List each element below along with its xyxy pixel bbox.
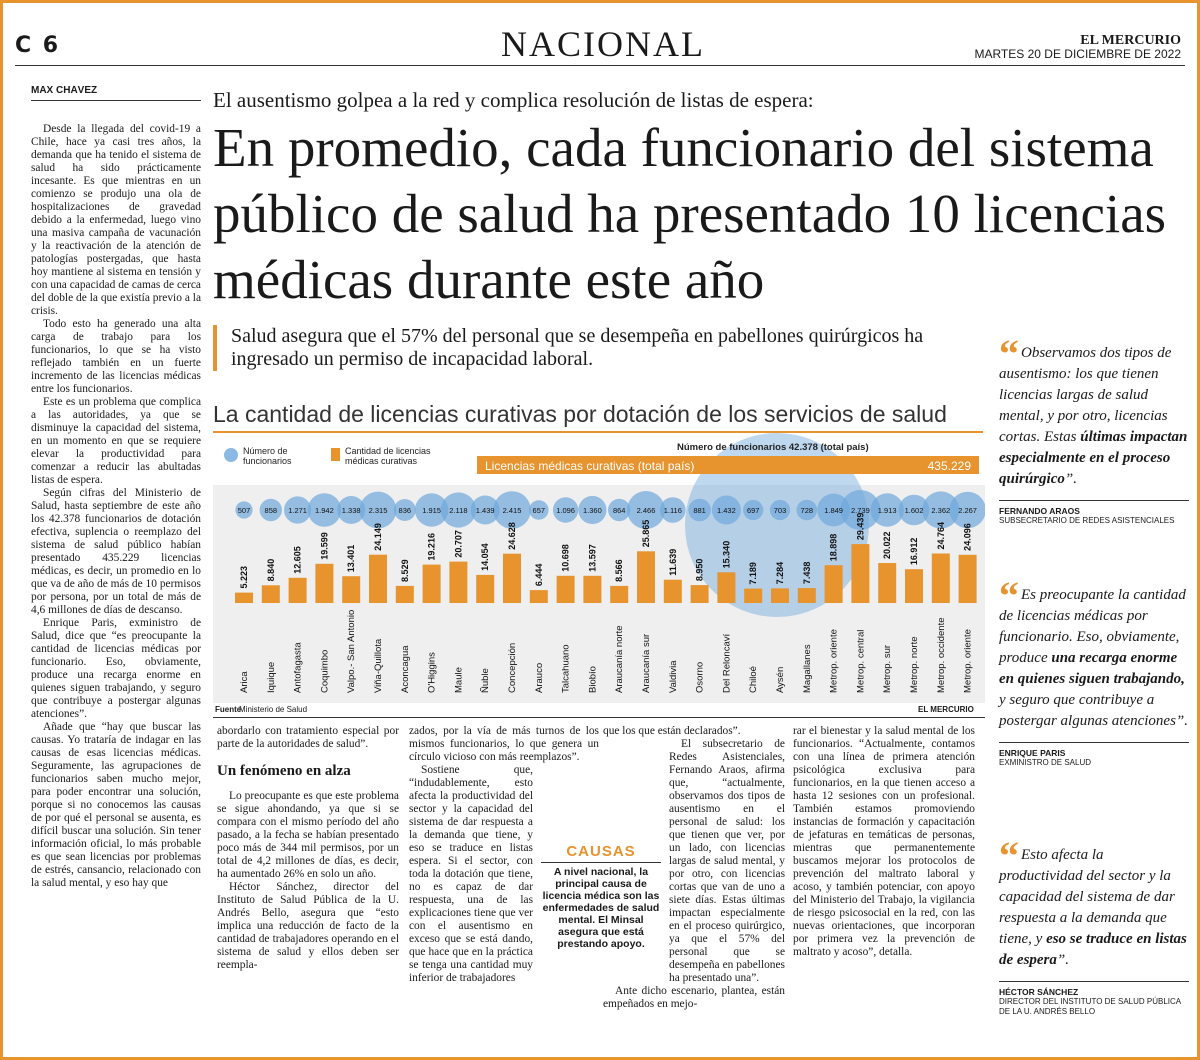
licencias-chart [213,433,985,703]
category-label: Metrop. sur [882,644,894,693]
licencias-bar [583,576,601,603]
category-label: Metrop. oriente [962,629,974,693]
licencias-bar [610,586,628,603]
chart-title: La cantidad de licencias curativas por dotación de los servicios de salud [213,401,983,433]
causas-text: A nivel nacional, la principal causa de licencia médica son las enfermedades de salud mental. El Minsal asegura que está prestando apoyo. [542,866,660,950]
funcionarios-value-label: 1.913 [877,506,897,515]
quote-author: HÉCTOR SÁNCHEZ [999,981,1189,997]
quote-author: FERNANDO ARAOS [999,500,1189,516]
licencias-bar [262,585,280,603]
funcionarios-value-label: 657 [532,506,546,515]
licencias-value-label: 16.912 [909,537,919,566]
licencias-bar [289,578,307,603]
pull-quote-araos [999,331,1189,526]
licencias-bar [851,544,869,603]
funcionarios-value-label: 1.915 [422,506,441,515]
funcionarios-value-label: 728 [800,506,814,515]
licencias-value-label: 24.096 [962,523,973,551]
licencias-bar [557,576,575,603]
licencias-bar [476,575,494,603]
category-label: Chiloé [748,666,760,693]
category-label: Osorno [694,661,706,693]
left-column [31,85,201,1057]
licencias-bar [235,593,253,603]
funcionarios-value-label: 1.360 [583,506,602,515]
licencias-value-label: 5.223 [239,566,249,589]
licencias-bar [959,555,977,603]
category-label: Antofagasta [292,642,304,693]
funcionarios-value-label: 1.439 [475,506,495,515]
funcionarios-value-label: 697 [746,506,760,515]
licencias-value-label: 8.950 [694,558,705,582]
paragraph: rar el bienestar y la salud mental de los funcionarios. “Actualmente, contamos con una línea de primera atención psicológica exclusiva para funcionarios, en la que tienen acceso a hasta 12 sesiones con un profesional. También estamos promoviendo instancias de formación y capacitación de jefaturas en temáticas de personas, mientras que permanentemente buscamos mejorar los protocolos de prevención del maltrato laboral y acoso, y también potenciar, con apoyo del Ministerio del Trabajo, la vigilancia de riesgo psicosocial en la red, con las nuevas orientaciones, que incorporan por primera vez la prevención de maltrato y acoso”, detalla. [793,725,975,958]
newspaper-name: EL MERCURIO [1080,33,1181,48]
licencias-bar [315,564,333,603]
section-title: NACIONAL [501,24,705,64]
paragraph: Enrique Paris, exministro de Salud, dice que “es preocupante la cantidad de licencias médicas por funcionario. Eso, obviamente, produce una recarga enorme en quienes siguen trabajando, y seguro que contribuye a postergar algunas atenciones”. [31,617,201,720]
pull-quote-paris [999,573,1189,768]
header-rule [15,65,1185,66]
quote-text: “ Observamos dos tipos de ausentismo: los que tienen licencias largas de salud mental, y por otro, licencias cortas. Estas últimas impactan especialmente en el proceso quirúrgico”. [999,331,1188,487]
licencias-value-label: 12.605 [292,546,303,574]
quote-mark-icon: “ [999,331,1015,376]
licencias-value-label: 29.439 [855,512,866,541]
category-label: Metrop. occidente [935,617,947,693]
paragraph: Añade que “hay que buscar las causas. Yo trataría de indagar en las causas de esas licencias médicas. Seguramente, las agrupaciones de funcionarios saben mucho mejor, para poder encontrar una solución, porque si no conocemos las causas de por qué el personal se ausenta, es difícil buscar una solución. Sin tener información oficial, lo más probable es que sean licencias por problemas de estrés, cansancio, relacionado con la salud mental, y eso hay que [31,721,201,889]
category-label: Coquimbo [319,649,331,693]
funcionarios-value-label: 2.118 [449,506,468,515]
funcionarios-value-label: 2.267 [958,506,977,515]
quote-author-role: EXMINISTRO DE SALUD [999,758,1092,767]
category-label: Arica [239,671,250,693]
licencias-value-label: 13.597 [587,544,598,572]
subhead: Un fenómeno en alza [217,763,351,779]
licencias-value-label: 7.438 [801,561,812,585]
licencias-bar [771,588,789,603]
funcionarios-value-label: 881 [693,506,706,515]
paragraph: que los que están declarados”. [603,725,741,737]
funcionarios-value-label: 1.116 [663,506,682,515]
licencias-value-label: 8.529 [399,559,410,582]
licencias-bar [825,565,843,603]
issue-date: MARTES 20 DE DICIEMBRE DE 2022 [974,47,1181,61]
headline: En promedio, cada funcionario del sistema público de salud ha presentado 10 licencias médicas durante este año [213,117,1167,310]
paragraph: Este es un problema que complica a las autoridades, ya que se disminuye la capacidad del sistema, en un momento en que se requiere elevar la productividad para comenzar a reducir las abultadas listas de espera. [31,396,201,486]
category-label: Aysén [775,666,786,693]
licencias-bar [503,554,521,603]
funcionarios-value-label: 1.338 [341,506,361,515]
licencias-value-label: 7.189 [748,562,759,585]
category-label: Araucanía sur [641,633,652,693]
funcionarios-value-label: 1.432 [717,506,736,515]
total-licencias-label: Licencias médicas curativas (total país) [485,459,695,473]
funcionarios-value-label: 1.602 [904,506,924,515]
category-label: Talcahuano [560,644,572,693]
causas-title: CAUSAS [541,843,661,863]
category-label: Arauco [533,662,545,693]
chart-rule [213,717,985,718]
category-label: Biobío [587,666,599,693]
licencias-value-label: 19.599 [319,532,330,560]
paragraph: Sostiene que, “indudablemente, esto afecta la productividad del sector y la capacidad del sistema de dar respuesta a la demanda que tiene, y eso se traduce en listas espera. Si el sector, con toda la dotación que tiene, no es capaz de dar respuesta, una de las explicaciones tiene que ver con el ausentismo en exceso que se está dando, que hace que en la práctica se tenga una cantidad muy inferior de trabajadores [409,764,533,984]
category-label: Metrop. oriente [828,629,840,693]
licencias-bar [664,580,682,603]
licencias-value-label: 24.149 [373,523,383,551]
category-label: Viña-Quillota [373,638,384,693]
category-label: O'Higgins [426,652,438,693]
legend-licencias: Cantidad de licencias médicas curativas [345,446,431,466]
funcionarios-value-label: 2.315 [368,506,388,515]
licencias-value-label: 11.639 [667,548,678,576]
licencias-value-label: 15.340 [721,540,732,569]
quote-mark-icon: “ [999,833,1015,878]
licencias-bar [342,576,360,603]
total-licencias-value: 435.229 [927,459,971,473]
legend-bubble-icon [224,448,238,462]
category-label: Ñuble [480,668,492,693]
body-column-2 [217,725,399,1060]
paragraph: Ante dicho escenario, plantea, están empeñados en mejo- [603,985,785,1010]
licencias-bar [878,563,896,603]
paragraph: abordarlo con tratamiento especial por parte de la autoridades de salud”. [217,725,399,750]
licencias-value-label: 18.898 [828,533,839,562]
licencias-value-label: 25.865 [641,519,651,548]
funcionarios-value-label: 858 [264,506,278,515]
category-label: Valdivia [667,660,679,693]
licencias-bar [798,588,816,603]
funcionarios-value-label: 2.415 [502,506,522,515]
paragraph: Héctor Sánchez, director del Instituto de Salud Pública de la U. Andrés Bello, asegura que “esto implica una reducción de facto de la cantidad de trabajadores operando en el sistema de salud y ellos deben ser reempla- [217,881,399,971]
licencias-value-label: 19.216 [426,533,437,561]
chart-credit: EL MERCURIO [918,705,974,714]
category-label: Maule [453,667,465,693]
licencias-value-label: 24.628 [507,522,517,550]
category-label: Valpo.- San Antonio [346,609,358,693]
left-column-body [31,123,201,890]
paragraph: Según cifras del Ministerio de Salud, hasta septiembre de este año los 42.378 funcionarios de dotación efectiva, suplencia o reemplazo del sistema de salud público habían presentado 435.229 licencias médicas, es decir, un promedio en lo que va de año de más de 10 permisos por persona, por un total de más de 4,6 millones de días de descanso. [31,487,201,616]
legend-bar-icon [331,448,340,461]
category-label: Del Reloncaví [721,633,733,693]
licencias-bar [932,554,950,604]
licencias-bar [396,586,414,603]
funcionarios-value-label: 1.271 [288,506,307,515]
licencias-bar [637,551,655,603]
kicker: El ausentismo golpea a la red y complica resolución de listas de espera: [213,88,814,112]
licencias-value-label: 14.054 [480,543,491,571]
causas-box [539,841,663,965]
funcionarios-value-label: 1.849 [824,506,843,515]
paragraph: El subsecretario de Redes Asistenciales, Fernando Araos, afirma que, “actualmente, observamos dos tipos de ausentismo en el personal de salud: los que tienen que ver, por un lado, con licencias largas de salud mental, y por otro, con licencias cortas que van de uno a siete días. Estas últimas impactan especialmente en el proceso quirúrgico, ya que el 57% del personal que se desempeña en pabellones ha presentado una”. [669,738,785,984]
licencias-value-label: 10.698 [560,544,571,572]
licencias-bar [423,565,441,603]
funcionarios-value-label: 1.942 [315,506,334,515]
paragraph: Desde la llegada del covid-19 a Chile, hace ya casi tres años, la demanda que ha tenido el sistema de salud ha sido prácticamente incesante. Es que mientras en un comienzo se produjo una ola de hospitalizaciones de gravedad debido a la enfermedad, luego vino una masiva campaña de vacunación y la reactivación de la atención de patologías postergadas, que hasta hoy mantiene al sistema en tensión y con una capacidad de camas de cerca del doble de la que existía previo a la crisis. [31,123,201,317]
category-label: Aconcagua [399,645,411,693]
licencias-bar [530,590,548,603]
category-label: Iquique [265,661,277,693]
funcionarios-value-label: 703 [773,506,787,515]
funcionarios-value-label: 2.466 [636,506,656,515]
byline: MAX CHÁVEZ [31,85,201,101]
total-funcionarios-label: Número de funcionarios 42.378 (total país) [677,442,869,453]
funcionarios-value-label: 864 [612,506,626,515]
category-label: Metrop. central [855,629,867,693]
pull-quote-sanchez [999,833,1189,1017]
category-label: Metrop. norte [909,636,920,693]
licencias-value-label: 13.401 [346,544,357,573]
licencias-bar [905,569,923,603]
licencias-bar [691,585,709,603]
licencias-value-label: 20.022 [882,531,893,559]
funcionarios-value-label: 507 [237,506,251,515]
licencias-value-label: 8.566 [614,559,625,582]
quote-text: “ Es preocupante la cantidad de licencias médicas por funcionario. Eso, obviamente, produce una recarga enorme en quienes siguen trabajando, y seguro que contribuye a postergar algunas atenciones”. [999,573,1189,729]
quote-author-role: DIRECTOR DEL INSTITUTO DE SALUD PÚBLICA DE LA U. ANDRÉS BELLO [999,997,1181,1016]
paragraph: Lo preocupante es que este problema se sigue ahondando, ya que si se compara con el mismo período del año pasado, a la fecha se habían presentado poco más de 344 mil permisos, por un total de 4,2 millones de días, es decir, ha aumentado 26% en solo un año. [217,790,399,880]
licencias-bar [369,555,387,603]
quote-mark-icon: “ [999,573,1015,618]
funcionarios-value-label: 2.739 [851,506,870,515]
licencias-value-label: 6.444 [533,563,544,587]
legend-funcionarios: Número de funcionarios [243,446,292,466]
category-label: Araucanía norte [614,625,626,693]
category-label: Magallanes [801,644,813,693]
paragraph: zados, por la vía de más turnos de los mismos funcionarios, lo que genera un círculo vicioso con más reemplazos”. [409,725,599,763]
paragraph: Todo esto ha generado una alta carga de trabajo para los funcionarios, lo que se ha visto reflejado también en un fuerte incremento de las licencias médicas entre los funcionarios. [31,318,201,395]
quote-text: “ Esto afecta la productividad del sector y la capacidad del sistema de dar respuesta a la demanda que tiene, y eso se traduce en listas de espera”. [999,833,1187,968]
funcionarios-value-label: 836 [398,506,412,515]
licencias-value-label: 20.707 [453,530,464,558]
licencias-value-label: 8.840 [265,558,276,582]
deck: Salud asegura que el 57% del personal que se desempeña en pabellones quirúrgicos ha ingresado un permiso de incapacidad laboral. [213,325,973,371]
licencias-bar [744,589,762,603]
chart-source-label: Fuente [215,705,242,714]
quote-author: ENRIQUE PARIS [999,742,1189,758]
body-column-5 [793,725,975,1060]
licencias-value-label: 24.764 [935,521,946,550]
quote-author-role: SUBSECRETARIO DE REDES ASISTENCIALES [999,516,1175,525]
licencias-value-label: 7.284 [775,561,785,585]
category-label: Concepción [507,642,518,693]
licencias-bar [717,572,735,603]
licencias-bar [449,562,467,603]
chart-source: Ministerio de Salud [239,705,308,714]
funcionarios-value-label: 2.362 [931,506,951,515]
page-number: C 6 [15,33,61,58]
funcionarios-value-label: 1.096 [556,506,575,515]
